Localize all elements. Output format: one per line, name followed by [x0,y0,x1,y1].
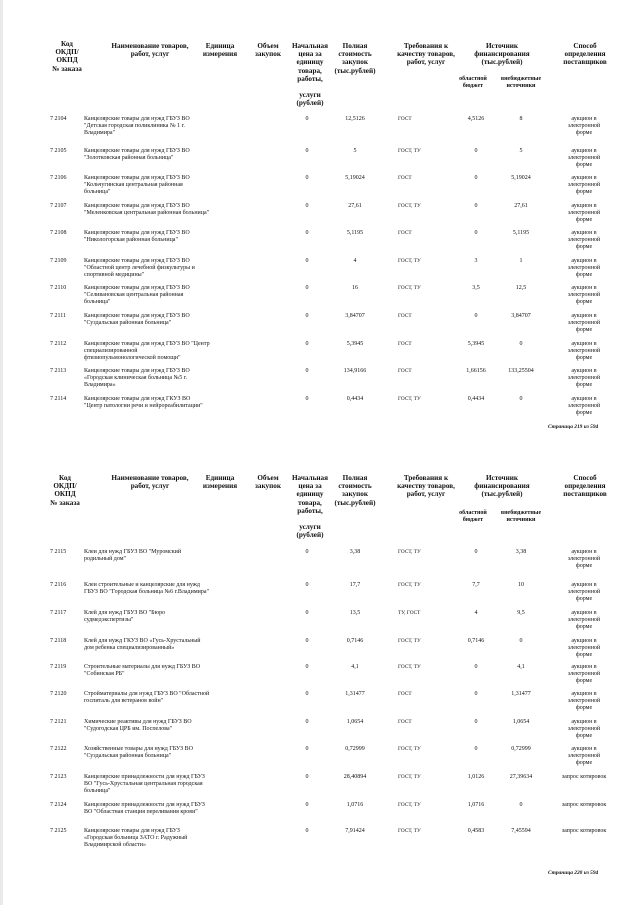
cell-code: 7 2110 [50,285,67,291]
cell-extra: 12,5 [515,285,527,291]
cell-cost: 16 [352,285,358,291]
cell-extra: 3,84707 [511,313,531,319]
cell-cost: 1,0654 [346,719,364,725]
cell-cost: 27,61 [348,203,362,209]
cell-cost: 5,1195 [346,230,364,236]
column-header-extra: внебюджетные источники [500,510,542,523]
cell-req: ТУ, ГОСТ [398,610,421,616]
cell-extra: 5,1195 [512,230,530,236]
cell-regional: 0 [474,230,478,236]
column-header-regional: областной бюджет [459,510,487,523]
cell-code: 7 2121 [50,719,67,725]
cell-extra: 1,0654 [512,719,530,725]
cell-req: ГОСТ [398,691,412,697]
cell-req: ГОСТ [398,313,412,319]
cell-name: Канцелярские товары для нужд ГБУЗ ВО "Центр специализированной фтизиопульмонологической помощи" [84,341,210,361]
column-header-volume: Объем закупок [255,474,281,491]
cell-cost: 5,3945 [346,341,364,347]
cell-regional: 0 [474,691,478,697]
cell-regional: 0 [474,203,478,209]
cell-code: 7 2111 [50,313,67,319]
cell-extra: 0 [519,396,523,402]
cell-cost: 3,84707 [345,313,365,319]
cell-regional: 0,4434 [467,396,485,402]
cell-method: аукцион в электронной форме [567,610,601,630]
cell-name: Клеи для нужд ГБУЗ ВО "Муромский родильный дом" [84,549,182,562]
cell-code: 7 2118 [50,638,67,644]
column-header-unit: Единица измерения [202,474,238,491]
cell-req: ГОСТ, ТУ [398,549,421,555]
cell-price: 0 [305,802,309,808]
cell-regional: 0 [474,148,478,154]
cell-price: 0 [305,610,309,616]
cell-method: аукцион в электронной форме [567,116,601,136]
cell-code: 7 2114 [50,396,67,402]
cell-code: 7 2105 [50,148,67,154]
cell-req: ГОСТ, ТУ [398,148,421,154]
cell-name: Канцелярские принадлежности для нужд ГБУЗ ВО "Областная станция переливания крови" [84,802,205,815]
cell-price: 0 [305,116,309,122]
cell-name: Клей для нужд ГКУЗ ВО «Гусь-Хрустальный дом ребенка специализированный» [84,638,201,651]
cell-code: 7 2117 [50,610,67,616]
cell-name: Строительные материалы для нужд ГБУЗ ВО "Собинская РБ" [84,664,201,677]
cell-name: Канцелярские принадлежности для нужд ГБУЗ ВО "Гусь-Хрустальная центральная городская больница" [84,774,205,794]
column-header-price: Начальная цена за единицу товара, работы, услуги (рублей) [291,42,329,108]
cell-price: 0 [305,664,309,670]
cell-regional: 1,66156 [466,368,486,374]
cell-regional: 1,0716 [467,802,485,808]
cell-req: ГОСТ, ТУ [398,203,421,209]
cell-regional: 0 [474,719,478,725]
cell-extra: 0,72999 [511,746,531,752]
cell-code: 7 2116 [50,582,67,588]
cell-regional: 3 [474,258,478,264]
page-number: Страница 219 из 594 [548,424,599,430]
column-header-extra: внебюджетные источники [500,76,542,89]
cell-price: 0 [305,828,309,834]
column-header-method: Способ определения поставщиков [563,474,607,499]
cell-regional: 1,0126 [467,774,485,780]
cell-regional: 0 [474,664,478,670]
column-header-volume: Объем закупок [255,42,281,59]
column-header-regional: областной бюджет [459,76,487,89]
cell-price: 0 [305,175,309,181]
cell-method: аукцион в электронной форме [567,285,601,305]
cell-cost: 5,19024 [345,175,365,181]
cell-extra: 27,61 [514,203,528,209]
cell-code: 7 2108 [50,230,67,236]
cell-extra: 7,45594 [511,828,531,834]
cell-method: аукцион в электронной форме [567,258,601,278]
cell-extra: 27,39634 [509,774,533,780]
cell-regional: 7,7 [472,582,480,588]
cell-method: аукцион в электронной форме [567,582,601,602]
cell-method: аукцион в электронной форме [567,664,601,684]
cell-code: 7 2104 [50,116,67,122]
cell-req: ГОСТ, ТУ [398,746,421,752]
column-header-source: Источник финансирования (тыс.рублей) [474,42,530,67]
cell-req: ГОСТ, ТУ [398,396,421,402]
cell-method: аукцион в электронной форме [567,746,601,766]
cell-req: ГОСТ [398,719,412,725]
cell-price: 0 [305,368,309,374]
cell-extra: 3,38 [515,549,527,555]
cell-method: аукцион в электронной форме [567,549,601,569]
cell-name: Канцелярские товары для нужд ГБУЗ ВО "Селивановская центральная районная больница" [84,285,190,305]
column-header-req: Требования к качеству товаров, работ, услуг [397,42,455,67]
cell-cost: 13,5 [349,610,361,616]
cell-name: Канцелярские товары для нужд ГБУЗ ВО «Городская клиническая больница №5 г. Владимира» [84,368,190,388]
cell-extra: 9,5 [517,610,525,616]
cell-code: 7 2109 [50,258,67,264]
cell-price: 0 [305,285,309,291]
cell-method: аукцион в электронной форме [567,396,601,416]
cell-extra: 10 [518,582,524,588]
cell-price: 0 [305,774,309,780]
cell-extra: 5,19024 [511,175,531,181]
cell-method: аукцион в электронной форме [567,148,601,168]
cell-price: 0 [305,203,309,209]
column-header-name: Наименование товаров, работ, услуг [111,474,189,491]
cell-price: 0 [305,341,309,347]
cell-name: Стройматериалы для нужд ГБУЗ ВО "Областной госпиталь для ветеранов войн" [84,691,210,704]
cell-regional: 5,3945 [467,341,485,347]
cell-req: ГОСТ, ТУ [398,582,421,588]
cell-code: 7 2123 [50,774,67,780]
cell-price: 0 [305,638,309,644]
cell-name: Клеи строительные и канцелярские для нужд ГБУЗ ВО "Городская больница №6 г.Владимира" [84,582,209,595]
cell-regional: 3,5 [472,285,480,291]
cell-code: 7 2120 [50,691,67,697]
column-header-code: Код ОКДП/ ОКПД № заказа [52,40,82,73]
cell-price: 0 [305,230,309,236]
cell-name: Канцелярские товары для нужд ГБУЗ ВО "Никологорская районная больница" [84,230,190,243]
cell-regional: 0 [474,313,478,319]
page-number: Страница 220 из 594 [548,870,599,876]
cell-name: Канцелярские товары для нужд ГБУЗ ВО "Детская городская поликлиника № 1 г. Владимира" [84,116,190,136]
cell-cost: 3,38 [349,549,361,555]
cell-cost: 134,9166 [343,368,367,374]
cell-name: Канцелярские товары для нужд ГКУЗ ВО "Центр патологии речи и нейрореабилитации" [84,396,203,409]
cell-extra: 8 [519,116,523,122]
column-header-cost: Полная стоимость закупок (тыс.рублей) [334,474,376,507]
cell-cost: 4 [353,258,357,264]
cell-extra: 5 [519,148,523,154]
cell-price: 0 [305,258,309,264]
column-header-name: Наименование товаров, работ, услуг [111,42,189,59]
cell-price: 0 [305,582,309,588]
cell-req: ГОСТ, ТУ [398,774,421,780]
column-header-code: Код ОКДП/ ОКПД № заказа [50,474,80,507]
cell-req: ГОСТ [398,230,412,236]
cell-regional: 0,4583 [467,828,485,834]
cell-cost: 28,40894 [343,774,367,780]
column-header-source: Источник финансирования (тыс.рублей) [474,474,530,499]
cell-price: 0 [305,148,309,154]
cell-regional: 0,7146 [467,638,485,644]
cell-code: 7 2122 [50,746,67,752]
cell-code: 7 2113 [50,368,67,374]
cell-method: аукцион в электронной форме [567,341,601,361]
cell-method: аукцион в электронной форме [567,691,601,711]
cell-name: Канцелярские товары для нужд ГБУЗ ВО "Меленковская центральная районная больница" [84,203,210,216]
cell-method: аукцион в электронной форме [567,313,601,333]
column-header-cost: Полная стоимость закупок (тыс.рублей) [334,42,376,75]
cell-method: аукцион в электронной форме [567,638,601,658]
cell-method: аукцион в электронной форме [567,175,601,195]
cell-code: 7 2115 [50,549,67,555]
cell-req: ГОСТ, ТУ [398,258,421,264]
cell-price: 0 [305,746,309,752]
cell-extra: 0 [519,802,523,808]
cell-cost: 7,91424 [345,828,365,834]
cell-req: ГОСТ [398,116,412,122]
cell-req: ГОСТ [398,175,412,181]
cell-price: 0 [305,691,309,697]
cell-code: 7 2112 [50,341,67,347]
cell-price: 0 [305,313,309,319]
cell-cost: 1,31477 [345,691,365,697]
cell-extra: 0 [519,341,523,347]
column-header-req: Требования к качеству товаров, работ, услуг [397,474,455,499]
cell-price: 0 [305,549,309,555]
cell-name: Канцелярские товары для нужд ГБУЗ ВО "Суздальская районная больница" [84,313,190,326]
column-header-method: Способ определения поставщиков [563,42,607,67]
cell-extra: 1 [519,258,523,264]
cell-method: аукцион в электронной форме [567,368,601,388]
cell-name: Канцелярские товары для нужд ГБУЗ ВО "Областной центр лечебной физкультуры и спортивной медицины" [84,258,195,278]
cell-extra: 4,1 [517,664,525,670]
cell-name: Хозяйственные товары для нужд ГБУЗ ВО "Суздальская районная больница" [84,746,193,759]
cell-regional: 0 [474,746,478,752]
cell-method: аукцион в электронной форме [567,230,601,250]
cell-price: 0 [305,396,309,402]
cell-code: 7 2107 [50,203,67,209]
cell-req: ГОСТ, ТУ [398,664,421,670]
cell-code: 7 2125 [50,828,67,834]
cell-req: ГОСТ, ТУ [398,285,421,291]
cell-extra: 133,25504 [508,368,534,374]
cell-cost: 0,7146 [346,638,364,644]
cell-price: 0 [305,719,309,725]
cell-code: 7 2124 [50,802,67,808]
cell-code: 7 2119 [50,664,67,670]
cell-regional: 4 [474,610,478,616]
cell-code: 7 2106 [50,175,67,181]
cell-method: запрос котировок [561,828,607,834]
cell-name: Клей для нужд ГБУЗ ВО "Бюро судмедэкспертизы" [84,610,166,623]
cell-method: аукцион в электронной форме [567,719,601,739]
cell-cost: 0,4434 [346,396,364,402]
cell-cost: 0,72999 [345,746,365,752]
cell-cost: 1,0716 [346,802,364,808]
cell-name: Канцелярские товары для нужд ГБУЗ «Городская больница ЗАТО г. Радужный Владимирской области» [84,828,188,848]
cell-cost: 4,1 [351,664,359,670]
cell-name: Канцелярские товары для нужд ГБУЗ ВО "Кольчугинская центральная районная больница" [84,175,190,195]
cell-cost: 5 [353,148,357,154]
cell-req: ГОСТ, ТУ [398,802,421,808]
cell-regional: 4,5126 [467,116,485,122]
cell-method: запрос котировок [561,774,607,780]
cell-req: ГОСТ [398,341,412,347]
cell-cost: 17,7 [349,582,361,588]
cell-cost: 12,5126 [345,116,365,122]
column-header-price: Начальная цена за единицу товара, работы, услуги (рублей) [291,474,329,540]
column-header-unit: Единица измерения [202,42,238,59]
cell-regional: 0 [474,549,478,555]
cell-method: аукцион в электронной форме [567,203,601,223]
cell-req: ГОСТ [398,368,412,374]
cell-method: запрос котировок [561,802,607,808]
cell-name: Химические реактивы для нужд ГБУЗ ВО "Судогодская ЦРБ им. Поспелова" [84,719,192,732]
cell-extra: 0 [519,638,523,644]
cell-req: ГОСТ, ТУ [398,828,421,834]
cell-name: Канцелярские товары для нужд ГБУЗ ВО "Золотковская районная больница" [84,148,190,161]
cell-extra: 1,31477 [511,691,531,697]
cell-regional: 0 [474,175,478,181]
cell-req: ГОСТ, ТУ [398,638,421,644]
